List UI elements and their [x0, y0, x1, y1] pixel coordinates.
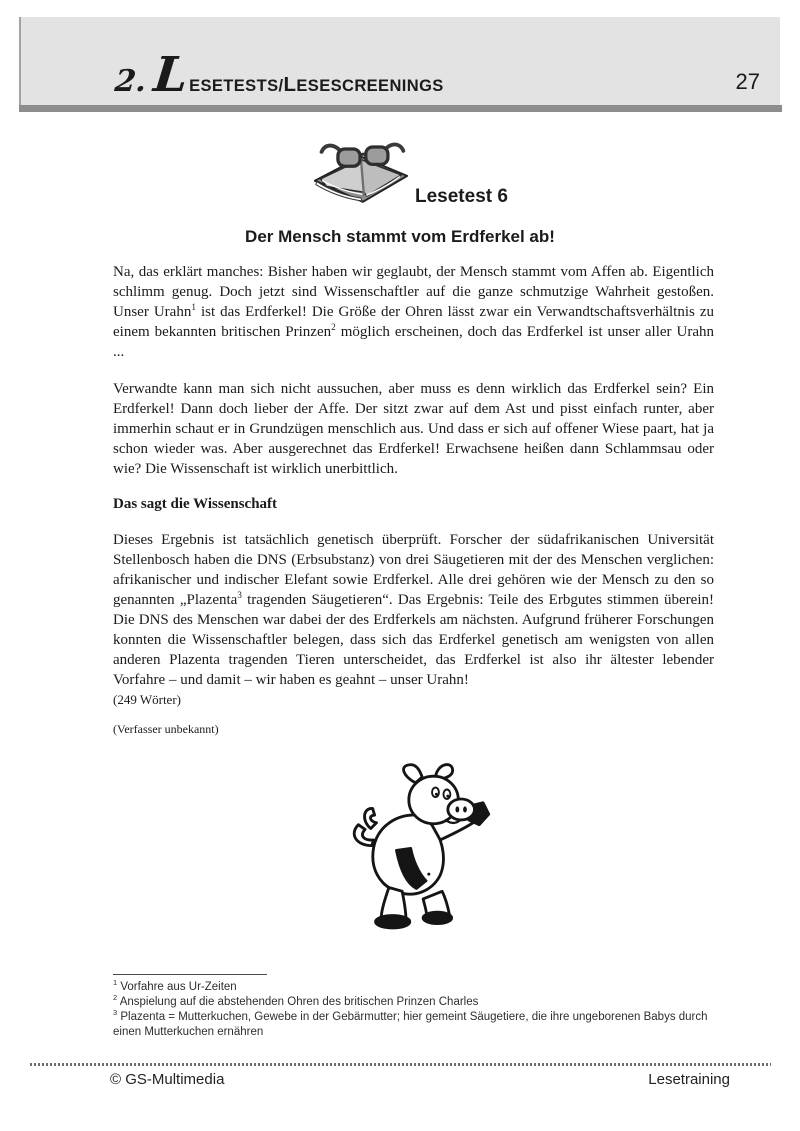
footnote-ref-2: 2 [331, 323, 336, 333]
paragraph-3-text: Dieses Ergebnis ist tatsächlich genetisch überprüft. Forscher der südafrikanischen Universität Stellenbosch haben die DNS (Erbsubstanz) von drei Säugetieren mit der des Menschen verglichen: afrikanischer und indischer Elefant sowie Erdferkel. Alle drei gehören wie der Mensch zu den so genannten „Plazenta [113, 532, 714, 608]
footer-series-label: Lesetraining [648, 1071, 730, 1088]
footer-copyright: © GS-Multimedia [110, 1071, 225, 1088]
chapter-title-initial-2: L [283, 73, 297, 96]
chapter-title-caps-1: ESETESTS [189, 77, 279, 95]
footnote-2-text: Anspielung auf die abstehenden Ohren des britischen Prinzen Charles [119, 996, 479, 1008]
lesetest-badge-label: Lesetest 6 [415, 186, 508, 207]
article-body [113, 262, 714, 739]
paragraph-3-text: tragenden Säugetieren“. Das Ergebnis: Teile des Erbgutes stimmen überein! Die DNS des Menschen war dabei der des Erdferkels am nächsten. Aufgrund früherer Forschungen konnten die Wissenschaftler belegen, dass sich das Erdferkel genetisch am wenigsten von allen anderen Plazenta tragenden Tieren unterscheidet, das Erdferkel ist also ihr ältester lebender Vorfahre – und damit – wir haben es geahnt – unser Urahn! [113, 592, 714, 688]
footnote-3 [113, 1010, 727, 1040]
chapter-title-initial: L [151, 47, 192, 103]
section-heading: Das sagt die Wissenschaft [113, 496, 278, 512]
chapter-title [113, 47, 444, 103]
paragraph-1 [113, 262, 714, 362]
paragraph-3 [113, 530, 714, 690]
footnote-ref-3: 3 [237, 591, 242, 601]
footnote-1 [113, 980, 727, 995]
footer-dotted-rule [30, 1063, 771, 1066]
lesetest-badge [311, 141, 508, 210]
paragraph-1-text: ist das Erdferkel! Die Größe der Ohren lässt zwar ein Verwandtschaftsverhältnis zu einem bekannten britischen Prinzen [113, 304, 714, 340]
chapter-header-bar [19, 17, 780, 105]
chapter-number: 2. [113, 64, 149, 99]
chapter-title-slash: / [278, 77, 284, 95]
header-shadow-bar [19, 105, 782, 112]
word-count: (249 Wörter) [113, 692, 181, 707]
footnote-2 [113, 995, 727, 1010]
footnote-divider [113, 974, 267, 975]
footnotes [113, 980, 727, 1040]
author-note: (Verfasser unbekannt) [113, 722, 219, 736]
footnote-3-text: Plazenta = Mutterkuchen, Gewebe in der Gebärmutter; hier gemeint Säugetiere, die ihre ungeborenen Babys durch einen Mutterkuchen ernähren [113, 1011, 708, 1038]
book-with-glasses-icon [311, 141, 411, 210]
footnote-3-marker: 3 [113, 1008, 118, 1018]
article-title: Der Mensch stammt vom Erdferkel ab! [245, 227, 555, 246]
footnote-2-marker: 2 [113, 993, 118, 1003]
page-number: 27 [735, 69, 760, 94]
paragraph-2: Verwandte kann man sich nicht aussuchen, aber muss es denn wirklich das Erdferkel sein? Ein Erdferkel! Dann doch lieber der Affe. Der sitzt zwar auf dem Ast und pisst einfach runter, aber immerhin schaut er in Grundzügen menschlich aus. Und dass er sich auf offener Wiese paart, hat ja schon wieder was. Aber ausgerechnet das Erdferkel! Erwachsene heißen dann Schlammsau oder wie? Die Wissenschaft ist wirklich unerbittlich. [113, 381, 714, 477]
chapter-title-caps-2: ESESCREENINGS [296, 77, 444, 95]
paragraph-1-text: möglich erscheinen, doch das Erdferkel ist unser aller Urahn ... [113, 324, 714, 360]
pig-illustration [338, 760, 493, 936]
footnote-1-text: Vorfahre aus Ur-Zeiten [120, 981, 237, 993]
footnote-ref-1: 1 [191, 303, 196, 313]
paragraph-1-text: Na, das erklärt manches: Bisher haben wir geglaubt, der Mensch stammt vom Affen ab. Eigentlich schlimm genug. Doch jetzt sind Wissenschaftler auf die ganze schmutzige Wahrheit gestoßen. Unser Urahn [113, 264, 714, 320]
page-footer [110, 1071, 730, 1088]
footnote-1-marker: 1 [113, 978, 118, 988]
